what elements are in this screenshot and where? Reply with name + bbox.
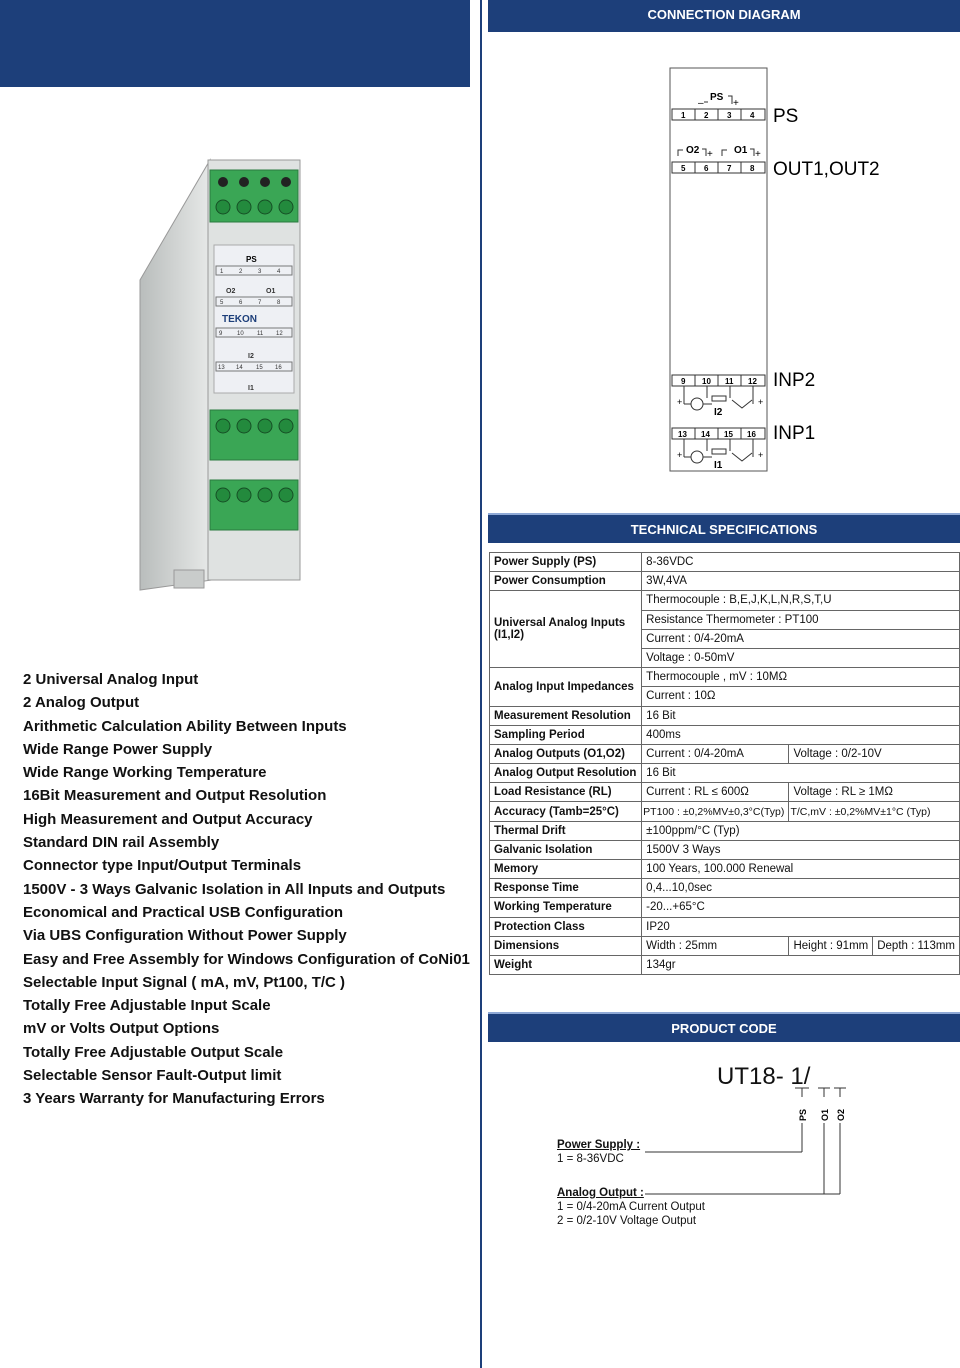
svg-text:7: 7 — [727, 164, 732, 173]
feature-item: Easy and Free Assembly for Windows Configuration of CoNi01 — [23, 950, 470, 968]
svg-text:5: 5 — [681, 164, 686, 173]
feature-item: 1500V - 3 Ways Galvanic Isolation in All Inputs and Outputs — [23, 880, 446, 898]
table-row: Current : 10Ω — [490, 687, 960, 706]
svg-text:10: 10 — [702, 377, 711, 386]
diagram-i1-group: I1 — [714, 460, 723, 471]
svg-text:+: + — [758, 450, 764, 460]
feature-item: High Measurement and Output Accuracy — [23, 810, 313, 828]
table-row: Load Resistance (RL) Current : RL ≤ 600Ω Voltage : RL ≥ 1MΩ — [490, 783, 960, 802]
diagram-ps-group: PS — [710, 92, 724, 103]
diagram-o1-group: O1 — [734, 145, 748, 156]
svg-text:13: 13 — [218, 365, 225, 371]
svg-text:4: 4 — [277, 269, 281, 275]
feature-item: Arithmetic Calculation Ability Between Inputs — [23, 717, 347, 735]
svg-text:12: 12 — [748, 377, 757, 386]
svg-text:8: 8 — [277, 300, 281, 306]
svg-text:10: 10 — [237, 331, 244, 337]
feature-item: Economical and Practical USB Configuration — [23, 903, 344, 921]
table-row: Universal Analog Inputs (I1,I2) Thermocouple : B,E,J,K,L,N,R,S,T,U — [490, 591, 960, 610]
table-row: Weight 134gr — [490, 955, 960, 974]
side-label-inp1: INP1 — [773, 423, 816, 444]
svg-text:+: + — [758, 397, 764, 407]
svg-text:16: 16 — [747, 430, 756, 439]
svg-text:5: 5 — [220, 300, 224, 306]
svg-text:+: + — [755, 149, 761, 160]
svg-text:+: + — [733, 98, 739, 109]
feature-item: Selectable Input Signal ( mA, mV, Pt100, T/C ) — [23, 973, 346, 991]
svg-text:11: 11 — [725, 377, 734, 386]
feature-item: 3 Years Warranty for Manufacturing Errors — [23, 1090, 325, 1108]
svg-text:14: 14 — [236, 365, 243, 371]
divider-line — [480, 0, 482, 1368]
features-list — [23, 668, 473, 1111]
table-row: Sampling Period 400ms — [490, 725, 960, 744]
svg-text:1: 1 — [681, 111, 686, 120]
table-row: Resistance Thermometer : PT100 — [490, 610, 960, 629]
svg-text:+: + — [677, 450, 683, 460]
header-box — [0, 0, 470, 87]
table-row: Analog Input Impedances Thermocouple , mV : 10MΩ — [490, 668, 960, 687]
table-row: Protection Class IP20 — [490, 917, 960, 936]
feature-item: Connector type Input/Output Terminals — [23, 857, 302, 875]
brand-logo: TEKON — [222, 314, 257, 325]
table-row: Measurement Resolution 16 Bit — [490, 706, 960, 725]
svg-text:6: 6 — [239, 300, 243, 306]
svg-text:4: 4 — [750, 111, 755, 120]
svg-text:+: + — [707, 149, 713, 160]
connection-diagram — [660, 60, 890, 480]
terminal-row-3 — [672, 375, 765, 386]
table-row: Dimensions Width : 25mm Height : 91mm Depth : 113mm — [490, 936, 960, 955]
analog-output-legend: Analog Output : 1 = 0/4-20mA Current Output 2 = 0/2-10V Voltage Output — [557, 1187, 705, 1227]
diagram-i2-group: I2 — [714, 407, 723, 418]
side-label-inp2: INP2 — [773, 370, 816, 391]
diagram-o2-group: O2 — [686, 145, 700, 156]
svg-text:9: 9 — [681, 377, 686, 386]
svg-text:7: 7 — [258, 300, 262, 306]
svg-text:15: 15 — [256, 365, 263, 371]
svg-text:+: + — [677, 397, 683, 407]
table-row: Working Temperature -20...+65°C — [490, 898, 960, 917]
svg-text:16: 16 — [275, 365, 282, 371]
table-row: Analog Output Resolution 16 Bit — [490, 764, 960, 783]
table-row: Power Consumption 3W,4VA — [490, 572, 960, 591]
svg-text:9: 9 — [219, 331, 223, 337]
svg-text:1: 1 — [220, 269, 224, 275]
svg-text:O1: O1 — [266, 288, 276, 295]
table-row: Current : 0/4-20mA — [490, 629, 960, 648]
pc-o2-tag: O2 — [836, 1108, 846, 1121]
svg-text:I2: I2 — [248, 353, 254, 360]
feature-item: 2 Universal Analog Input — [23, 671, 199, 688]
table-row: Galvanic Isolation 1500V 3 Ways — [490, 840, 960, 859]
table-row: Voltage : 0-50mV — [490, 648, 960, 667]
side-label-ps: PS — [773, 106, 799, 127]
svg-text:15: 15 — [724, 430, 733, 439]
svg-text:6: 6 — [704, 164, 709, 173]
feature-item: mV or Volts Output Options — [23, 1020, 220, 1038]
feature-item: Selectable Sensor Fault-Output limit — [23, 1067, 282, 1085]
feature-item: Wide Range Working Temperature — [23, 764, 267, 782]
specs-table — [489, 552, 960, 975]
product-code-text: UT18- 1/ — [717, 1063, 811, 1090]
feature-item: 16Bit Measurement and Output Resolution — [23, 787, 327, 805]
side-label-out: OUT1,OUT2 — [773, 159, 880, 180]
table-row: Accuracy (Tamb=25°C) PT100 : ±0,2%MV±0,3°C(Typ) T/C,mV : ±0,2%MV±1°C (Typ) — [490, 802, 960, 821]
terminal-row-1 — [672, 109, 765, 120]
connection-diagram-bar: CONNECTION DIAGRAM — [488, 0, 960, 32]
svg-text:O2: O2 — [226, 288, 236, 295]
table-row: Power Supply (PS) 8-36VDC — [490, 553, 960, 572]
table-row: Analog Outputs (O1,O2) Current : 0/4-20mA Voltage : 0/2-10V — [490, 744, 960, 763]
svg-text:8: 8 — [750, 164, 755, 173]
svg-text:I1: I1 — [248, 385, 254, 392]
svg-text:11: 11 — [257, 331, 264, 337]
device-photo — [130, 150, 310, 600]
svg-text:2: 2 — [704, 111, 709, 120]
feature-item: Totally Free Adjustable Input Scale — [23, 997, 271, 1015]
feature-item: Wide Range Power Supply — [23, 740, 213, 758]
table-row: Memory 100 Years, 100.000 Renewal — [490, 860, 960, 879]
svg-text:–: – — [698, 98, 704, 109]
photo-ps-label: PS — [246, 255, 257, 264]
terminal-row-2 — [672, 162, 765, 173]
terminal-row-4 — [672, 428, 765, 439]
product-code-bar: PRODUCT CODE — [488, 1012, 960, 1042]
table-row: Thermal Drift ±100ppm/°C (Typ) — [490, 821, 960, 840]
svg-text:13: 13 — [678, 430, 687, 439]
table-row: Response Time 0,4...10,0sec — [490, 879, 960, 898]
technical-specifications-bar: TECHNICAL SPECIFICATIONS — [488, 513, 960, 543]
pc-ps-tag: PS — [798, 1108, 808, 1121]
bottom-terminal-block — [210, 480, 298, 530]
svg-text:2: 2 — [239, 269, 243, 275]
svg-text:3: 3 — [258, 269, 262, 275]
feature-item: Standard DIN rail Assembly — [23, 834, 220, 852]
feature-item: Via UBS Configuration Without Power Supply — [23, 927, 347, 945]
svg-text:12: 12 — [276, 331, 283, 337]
power-supply-legend: Power Supply : 1 = 8-36VDC — [557, 1139, 641, 1165]
svg-text:14: 14 — [701, 430, 710, 439]
feature-item: Totally Free Adjustable Output Scale — [23, 1043, 284, 1061]
middle-terminal-block — [210, 410, 298, 460]
feature-item: 2 Analog Output — [23, 694, 140, 712]
svg-text:3: 3 — [727, 111, 732, 120]
pc-o1-tag: O1 — [820, 1108, 830, 1121]
